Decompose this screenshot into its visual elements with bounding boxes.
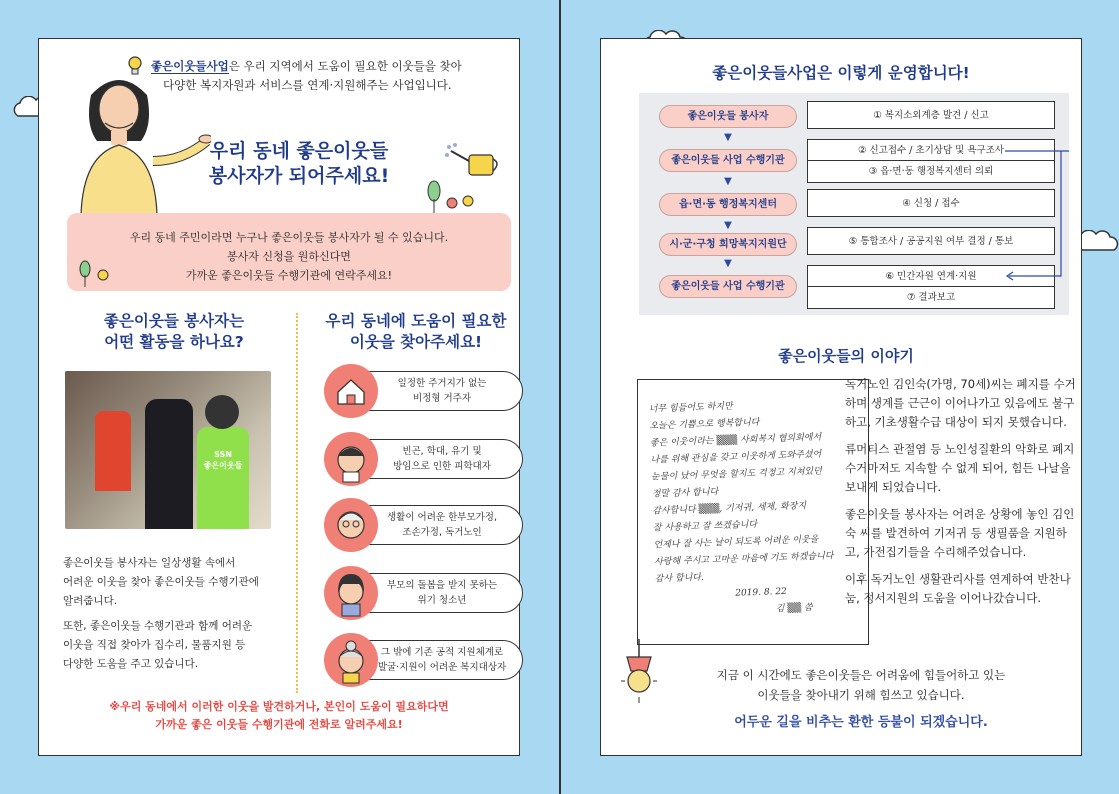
house-icon [324, 364, 378, 418]
letter-line: 감사합니다 ▒▒▒, 기저귀, 세제, 화장지 [652, 501, 807, 517]
story-paragraph: 류머티스 관절염 등 노인성질환의 악화로 폐지 수거마저도 지속할 수 없게 되어, 힘든 나날을 보내게 되었습니다. [845, 442, 1075, 494]
activity-line: 또한, 좋은이웃들 수행기관과 함께 어려운 [63, 620, 253, 632]
lamp-icon [617, 639, 661, 709]
activity-title-line2: 어떤 활동을 하나요? [104, 333, 244, 351]
target-title-line1: 우리 동네에 도움이 필요한 [325, 312, 507, 330]
target-line: 부모의 돌봄을 받지 못하는 [386, 580, 497, 591]
story-paragraph: 독거노인 김인숙(가명, 70세)씨는 폐지를 수거하며 생계를 근근이 이어나가고 있음에도 불구하고, 기초생활수급 대상이 되지 못했습니다. [845, 377, 1076, 429]
letter-line: 너무 힘들어도 하지만 [648, 401, 733, 415]
intro-line2: 다양한 복지자원과 서비스를 연계·지원해주는 사업입니다. [163, 78, 452, 92]
footer-note-line2: 가까운 좋은 이웃들 수행기관에 전화로 알려주세요! [155, 718, 403, 731]
target-line: 빈곤, 학대, 유기 및 [402, 446, 482, 457]
story-text [845, 375, 1077, 616]
activity-title-line1: 좋은이웃들 봉사자는 [103, 312, 245, 330]
left-page [38, 38, 520, 756]
footer-note [79, 698, 479, 734]
volunteer-head [205, 395, 239, 429]
flow-detail-text: ⑥ 민간자원 연계·지원 [808, 266, 1054, 287]
activity-description [63, 554, 285, 674]
arrow-down-icon: ▼ [724, 176, 732, 187]
story-paragraph: 이후 독거노인 생활관리사를 연계하여 반찬나눔, 정서지원의 도움을 이어나갔습니다. [845, 572, 1071, 605]
footer-note-line1: ※우리 동네에서 이러한 이웃을 발견하거나, 본인이 도움이 필요하다면 [109, 700, 449, 713]
flow-step-welfare-support: 시·군·구청 희망복지지원단 [659, 233, 797, 256]
flow-detail-text: ③ 읍·면·동 행정복지센터 의뢰 [868, 166, 994, 177]
child-face-icon [324, 432, 378, 486]
target-line: 비정형 거주자 [412, 393, 472, 404]
activity-line: 좋은이웃들 봉사자는 일상생활 속에서 [63, 557, 236, 569]
flow-detail-text: ⑦ 결과보고 [906, 292, 956, 303]
teen-face-icon [324, 566, 378, 620]
activity-line: 이웃을 직접 찾아가 집수리, 물품지원 등 [63, 639, 246, 651]
target-line: 생활이 어려운 한부모가정, [386, 512, 497, 523]
letter-line: 정말 감사 합니다 [651, 487, 719, 500]
letter-line: 눈물이 났어 무엇을 할지도 걱정고 지쳐있던 [650, 466, 823, 483]
letter-line: 감사 합니다. [654, 572, 705, 585]
letter-line: 오늘은 기쁨으로 행복합니다 [649, 417, 760, 432]
activity-line: 어려운 이웃을 찾아 좋은이웃들 수행기관에 [63, 576, 259, 588]
main-headline [199, 139, 399, 189]
watering-can-icon [443, 141, 503, 181]
letter-line: 나를 위해 관심을 갖고 이웃하게 도와주셨어 [650, 449, 822, 466]
info-line2: 봉사자 신청을 원하신다면 [227, 250, 351, 263]
intro-line1: 은 우리 지역에서 도움이 필요한 이웃들을 찾아 [228, 59, 462, 73]
arrow-down-icon: ▼ [724, 132, 732, 143]
story-title: 좋은이웃들의 이야기 [778, 347, 914, 365]
activity-line: 다양한 도움을 주고 있습니다. [63, 658, 199, 670]
bottom-message [681, 665, 1041, 705]
elderly-face-icon [324, 498, 378, 552]
letter-line: 언제나 잘 사는 날이 되도록 어려운 이웃을 [653, 534, 819, 551]
process-flowchart [639, 93, 1069, 315]
flow-step-volunteer: 좋은이웃들 봉사자 [659, 105, 797, 128]
letter-signature: 김 ▒▒ 씀 [775, 602, 813, 615]
headline-line2: 봉사자가 되어주세요! [208, 165, 390, 187]
activity-line: 알려줍니다. [63, 595, 118, 607]
bottom-message-line2: 이웃들을 찾아내기 위해 힘쓰고 있습니다. [757, 688, 965, 702]
red-vest-person [95, 411, 131, 491]
letter-date: 2019. 8. 22 [735, 586, 787, 599]
closing-slogan: 어두운 길을 비추는 환한 등불이 되겠습니다. [734, 715, 988, 730]
flow-detail-text: ① 복지소외계층 발견 / 신고 [873, 110, 989, 121]
plants-icon [424, 179, 484, 215]
info-line1: 우리 동네 주민이라면 누구나 좋은이웃들 봉사자가 될 수 있습니다. [129, 231, 449, 244]
target-line: 그 밖에 기존 공적 지원체계로 [380, 647, 504, 658]
elderly-person [145, 399, 193, 529]
process-title: 좋은이웃들사업은 이렇게 운영합니다! [712, 64, 970, 82]
ssn-vest [197, 427, 249, 529]
letter-line: 잘 사용하고 잘 쓰겠습니다 [652, 519, 758, 534]
letter-line: 좋은 이웃이라는 ▒▒▒ 사회복지 협의회에서 [649, 432, 822, 449]
flow-step-agency-final: 좋은이웃들 사업 수행기관 [659, 275, 797, 298]
page-spine [559, 0, 561, 794]
vest-text-label: 좋은이웃들 [203, 461, 243, 470]
volunteer-photo [65, 371, 271, 529]
letter-text [634, 376, 872, 623]
target-line: 방임으로 인한 피학대자 [393, 461, 491, 472]
flow-step-community-center: 읍·면·동 행정복지센터 [659, 193, 797, 216]
target-line: 발굴·지원이 어려운 복지대상자 [377, 662, 507, 673]
flow-detail-text: ② 신고접수 / 초기상담 및 욕구조사 [808, 140, 1054, 161]
headline-line1: 우리 동네 좋은이웃들 [209, 140, 389, 162]
target-section-title [301, 311, 531, 353]
right-page [600, 38, 1082, 756]
flow-detail-text: ⑤ 통합조사 / 공공지원 여부 결정 / 통보 [848, 236, 1014, 247]
arrow-down-icon: ▼ [724, 220, 732, 231]
handwritten-letter [637, 379, 869, 645]
flow-detail-text: ④ 신청 / 접수 [902, 198, 960, 209]
bottom-message-line1: 지금 이 시간에도 좋은이웃들은 어려움에 힘들어하고 있는 [716, 668, 1006, 682]
flow-connector [989, 143, 1069, 283]
volunteer-info-box [67, 213, 511, 291]
flow-detail-box [807, 101, 1055, 129]
flower-icon [77, 259, 117, 287]
grandmother-face-icon [324, 633, 378, 687]
section-divider [296, 313, 298, 693]
woman-illustration [61, 65, 211, 215]
arrow-down-icon: ▼ [724, 258, 732, 269]
flow-step-agency: 좋은이웃들 사업 수행기관 [659, 149, 797, 172]
intro-highlight: 좋은이웃들사업 [151, 59, 229, 73]
info-line3: 가까운 좋은이웃들 수행기관에 연락주세요! [185, 269, 393, 282]
story-paragraph: 좋은이웃들 봉사자는 어려운 상황에 놓인 김인숙 씨를 발견하여 기저귀 등 생필품을 지원하고, 가전집기들을 수리해주었습니다. [845, 507, 1075, 559]
vest-text-ssn: SSN [214, 450, 232, 459]
target-line: 일정한 주거지가 없는 [397, 378, 487, 389]
target-title-line2: 이웃을 찾아주세요! [349, 333, 483, 351]
letter-line: 사랑해 주시고 고마운 마음에 기도 하겠습니다 [653, 551, 834, 568]
activity-section-title [59, 311, 289, 353]
target-line: 위기 청소년 [417, 595, 467, 606]
target-line: 조손가정, 독거노인 [402, 527, 482, 538]
